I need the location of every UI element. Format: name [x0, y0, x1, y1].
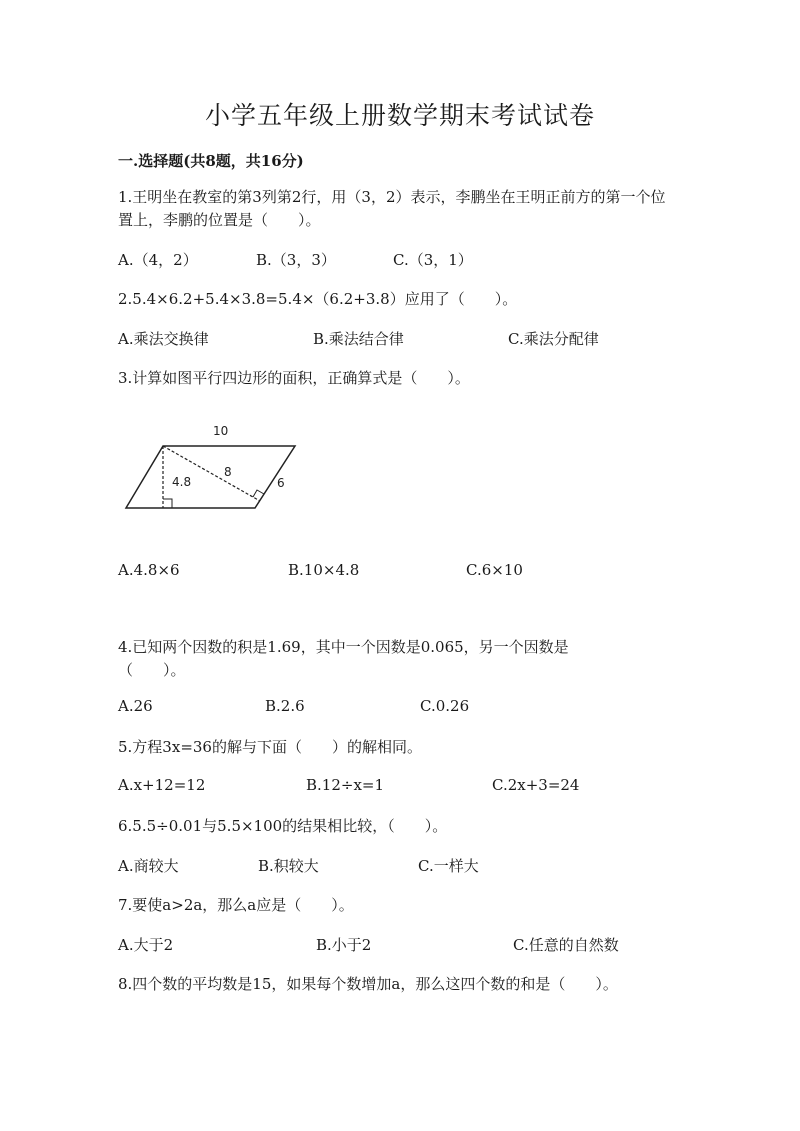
q2-option-b[interactable]: B.乘法结合律: [313, 330, 404, 348]
q5-option-a[interactable]: A.x+12=12: [118, 776, 206, 794]
section-heading: 一.选择题(共8题，共16分): [118, 152, 304, 170]
question-4: 4.已知两个因数的积是1.69，其中一个因数是0.065，另一个因数是（ ）。: [118, 638, 569, 679]
q5-option-b[interactable]: B.12÷x=1: [306, 776, 385, 794]
q1-option-b[interactable]: B.（3，3）: [256, 251, 336, 269]
q3-option-a[interactable]: A.4.8×6: [118, 561, 180, 579]
right-angle-mark-bottom: [163, 499, 172, 508]
q6-option-c[interactable]: C.一样大: [418, 857, 479, 875]
q7-option-c[interactable]: C.任意的自然数: [513, 936, 619, 954]
question-6: 6.5.5÷0.01与5.5×100的结果相比较，（ ）。: [118, 817, 448, 835]
q6-option-b[interactable]: B.积较大: [258, 857, 319, 875]
question-1: 1.王明坐在教室的第3列第2行，用（3，2）表示，李鹏坐在王明正前方的第一个位置上，李鹏的位置是（ ）。: [118, 188, 666, 229]
q3-option-c[interactable]: C.6×10: [466, 561, 523, 579]
q1-option-a[interactable]: A.（4，2）: [118, 251, 198, 269]
parallelogram-outline: [126, 446, 295, 508]
question-5: 5.方程3x=36的解与下面（ ）的解相同。: [118, 738, 422, 756]
diagonal-label: 8: [224, 465, 232, 479]
question-2: 2.5.4×6.2+5.4×3.8=5.4×（6.2+3.8）应用了（ ）。: [118, 290, 518, 308]
q3-option-b[interactable]: B.10×4.8: [288, 561, 360, 579]
q2-option-a[interactable]: A.乘法交换律: [118, 330, 209, 348]
q5-option-c[interactable]: C.2x+3=24: [492, 776, 580, 794]
question-8: 8.四个数的平均数是15，如果每个数增加a，那么这四个数的和是（ ）。: [118, 975, 618, 993]
q4-option-b[interactable]: B.2.6: [265, 697, 305, 715]
q6-option-a[interactable]: A.商较大: [118, 857, 179, 875]
diagonal-height-line: [163, 446, 260, 501]
question-7: 7.要使a>2a，那么a应是（ ）。: [118, 896, 354, 914]
height-label: 4.8: [172, 475, 192, 489]
q7-option-b[interactable]: B.小于2: [316, 936, 372, 954]
q4-option-a[interactable]: A.26: [118, 697, 153, 715]
q7-option-a[interactable]: A.大于2: [118, 936, 174, 954]
top-side-label: 10: [213, 424, 229, 438]
q2-option-c[interactable]: C.乘法分配律: [508, 330, 599, 348]
page-title: 小学五年级上册数学期末考试试卷: [204, 101, 595, 130]
parallelogram-figure: [118, 418, 308, 518]
side-label: 6: [277, 476, 285, 490]
q4-option-c[interactable]: C.0.26: [420, 697, 470, 715]
question-3: 3.计算如图平行四边形的面积，正确算式是（ ）。: [118, 369, 470, 387]
q1-option-c[interactable]: C.（3，1）: [393, 251, 473, 269]
